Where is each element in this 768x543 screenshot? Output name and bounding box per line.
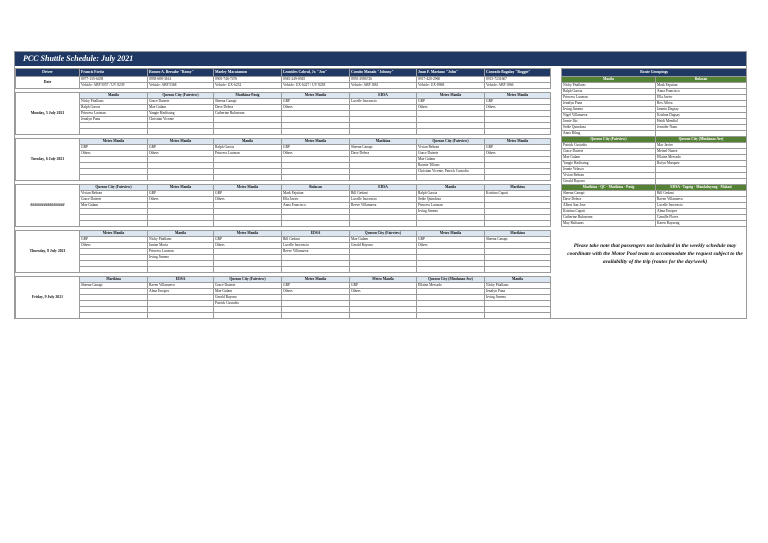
grouping-name: Dave Delera xyxy=(562,197,656,203)
driver-vehicle: Vehicle: UX-6227 / UV 8238 xyxy=(282,83,350,89)
passenger-name: Reeve Villanueva xyxy=(282,249,350,255)
passenger-name: Grace Duterte xyxy=(148,99,214,105)
grouping-name: Yangie Harlitaing xyxy=(562,161,656,167)
grouping-name: Camille Flores xyxy=(656,215,747,221)
passenger-name: Others xyxy=(485,151,551,157)
grouping-name: Jenalyn Puna xyxy=(562,101,656,107)
route-label: Metro Manila xyxy=(282,277,350,283)
date-header: Date xyxy=(16,77,80,89)
route-label: Metro Manila xyxy=(350,277,417,283)
passenger-name: Patrick Custodio xyxy=(214,301,282,307)
passenger-name: Jenalyn Puna xyxy=(485,289,551,295)
day-date: Tuesday, 6 July 2021 xyxy=(16,139,80,181)
route-groupings-title: Route Groupings xyxy=(562,69,747,77)
driver-vehicle: Vehicle: ABP 1861 xyxy=(350,83,417,89)
passenger-name: Others xyxy=(80,151,148,157)
passenger-name xyxy=(214,313,282,319)
passenger-name: Princess Lucman xyxy=(214,151,282,157)
passenger-name: Sheena Canapi xyxy=(214,99,282,105)
grouping-name: Mark Fajutian xyxy=(656,83,747,89)
route-label: Marikina-Pasig xyxy=(214,93,282,99)
passenger-name: Vivian Beltran xyxy=(417,145,485,151)
passenger-name: Others xyxy=(214,197,282,203)
passenger-name: Princess Lucman xyxy=(148,249,214,255)
driver-header: Driver xyxy=(16,69,80,77)
grouping-name: Ella Javier xyxy=(656,95,747,101)
passenger-name: Ronnie Tillano xyxy=(417,163,485,169)
passenger-name: Anna Francisco xyxy=(282,203,350,209)
passenger-name: Mae Gulam xyxy=(214,289,282,295)
driver-name: Comito Manalo "Johnny" xyxy=(350,69,417,77)
passenger-name: Ralph Garcia xyxy=(214,145,282,151)
passenger-name: Bill Gedani xyxy=(350,191,417,197)
passenger-name: Grace Duterte xyxy=(417,151,485,157)
route-label: Metro Manila xyxy=(148,185,214,191)
route-label: Metro Manila xyxy=(485,139,551,145)
passenger-name: Raven Villanueva xyxy=(148,283,214,289)
grouping-name: Alma Enciper xyxy=(656,209,747,215)
passenger-name: GRP xyxy=(80,237,148,243)
route-label: Quezon City (Fairview) xyxy=(148,93,214,99)
passenger-name: GRP xyxy=(282,145,350,151)
passenger-name: Sheena Canapi xyxy=(485,237,551,243)
grouping-subheader: Marikina - QC - Marikina - Pasig xyxy=(562,185,656,191)
route-label: Bulacan xyxy=(282,185,350,191)
grouping-name: Karen Bayaong xyxy=(656,221,747,227)
grouping-name: Patrick Custodio xyxy=(562,143,656,149)
route-label: Quezon City (Fairview) xyxy=(350,231,417,237)
passenger-name: GRP xyxy=(148,145,214,151)
route-groupings-table xyxy=(561,68,747,227)
driver-vehicle: Vehicle: UX-8968 xyxy=(417,83,485,89)
route-label: Metro Manila xyxy=(214,185,282,191)
driver-vehicle: Vehicle: ABP 1866 xyxy=(485,83,551,89)
passenger-name: Dave Delera xyxy=(350,151,417,157)
route-label: Manila xyxy=(80,93,148,99)
passenger-name xyxy=(282,313,350,319)
route-label: Marikina xyxy=(80,277,148,283)
passenger-name: GRP xyxy=(148,191,214,197)
passenger-name: Others xyxy=(148,197,214,203)
route-label: EDSA xyxy=(350,93,417,99)
passenger-name: Irving Jimeno xyxy=(148,255,214,261)
passenger-name: Others xyxy=(485,105,551,111)
route-label: Metro Manila xyxy=(80,139,148,145)
passenger-name: Grace Duterte xyxy=(214,283,282,289)
passenger-name: GRP xyxy=(214,191,282,197)
passenger-name: Ralph Garcia xyxy=(80,105,148,111)
passenger-name: GRP xyxy=(214,237,282,243)
grouping-name: Bill Gedani xyxy=(656,191,747,197)
driver-phone: 0917-420-2960 xyxy=(417,77,485,83)
route-label: Metro Manila xyxy=(485,93,551,99)
driver-vehicle: Vehicle: UX-6232 xyxy=(214,83,282,89)
day-date: Friday, 9 July 2021 xyxy=(16,277,80,319)
route-label: Marikina xyxy=(485,231,551,237)
day-date: ################## xyxy=(16,185,80,227)
passenger-name: Others xyxy=(148,151,214,157)
grouping-name: Jasmin Dagsay xyxy=(656,107,747,113)
passenger-name: Jenalyn Puna xyxy=(80,117,148,123)
passenger-name: Nicky Pitallano xyxy=(148,237,214,243)
passenger-name: Nicky Pitallano xyxy=(80,99,148,105)
day-date: Monday, 5 July 2021 xyxy=(16,93,80,135)
driver-name: Juan F. Mariano "John" xyxy=(417,69,485,77)
driver-phone: 0915-7231607 xyxy=(485,77,551,83)
passenger-name: Lucelle Inocencio xyxy=(350,197,417,203)
route-label: EDSA xyxy=(148,277,214,283)
passenger-name: Mark Fajutian xyxy=(282,191,350,197)
grouping-name: Sedie Quindoza xyxy=(562,125,656,131)
route-label: Metro Manila xyxy=(214,231,282,237)
passenger-name: Ralph Garcia xyxy=(417,191,485,197)
schedule-sheet xyxy=(14,51,747,319)
passenger-name: GRP xyxy=(282,283,350,289)
driver-name: Marley Macatamon xyxy=(214,69,282,77)
grouping-name: Mac Javier xyxy=(656,143,747,149)
passenger-name: Princess Lucman xyxy=(417,203,485,209)
passenger-name: Christian Vicente, Patrick Custodio xyxy=(417,169,485,175)
passenger-name: Bill Gedani xyxy=(282,237,350,243)
passenger-name: Kristina Capati xyxy=(485,191,551,197)
passenger-name: Others xyxy=(282,289,350,295)
grouping-name: Jeanie Velasco xyxy=(562,167,656,173)
driver-phone: 0977-135-6458 xyxy=(80,77,148,83)
passenger-name: Mae Gulam xyxy=(148,105,214,111)
passenger-name xyxy=(80,313,148,319)
grouping-subheader: Manila xyxy=(562,77,656,83)
route-label: Quezon City (Fairview) xyxy=(214,277,282,283)
passenger-name: GRP xyxy=(485,99,551,105)
grouping-name: Heidi Mendiol xyxy=(656,119,747,125)
grouping-name: May Balisaras xyxy=(562,221,656,227)
passenger-name: GRP xyxy=(417,99,485,105)
grouping-name: Mae Gulam xyxy=(562,155,656,161)
grouping-name: Albert San Jose xyxy=(562,203,656,209)
route-label: Metro Manila xyxy=(282,93,350,99)
passenger-name: Sheena Canapi xyxy=(350,145,417,151)
grouping-name: Krishna Dagsay xyxy=(656,113,747,119)
passenger-name xyxy=(148,313,214,319)
passenger-name: Irving Jimeno xyxy=(417,209,485,215)
grouping-subheader: Quezon City (Fairview) xyxy=(562,137,656,143)
grouping-name: Jomie Ilio xyxy=(562,119,656,125)
driver-name: Leonides Cabral, Jr. "Jon" xyxy=(282,69,350,77)
passenger-name: Others xyxy=(80,243,148,249)
passenger-name: Reeve Villanueva xyxy=(350,203,417,209)
grouping-name: Grace Duterte xyxy=(562,149,656,155)
grouping-name: Nicky Pitallano xyxy=(562,83,656,89)
passenger-name: Others xyxy=(417,243,485,249)
route-label: Quezon City (Fairview) xyxy=(417,139,485,145)
route-label: Quezon City (Mindanao Ave) xyxy=(417,277,485,283)
route-label: Marikina xyxy=(350,139,417,145)
grouping-name: Irving Jimeno xyxy=(562,107,656,113)
passenger-name xyxy=(485,313,551,319)
route-label: EDSA xyxy=(282,231,350,237)
grouping-name: Jennifer Nano xyxy=(656,125,747,131)
grouping-name: Catherine Buluseran xyxy=(562,215,656,221)
route-label: EDSA xyxy=(350,185,417,191)
grouping-name: Anna Bihag xyxy=(562,131,656,137)
route-label: Metro Manila xyxy=(80,231,148,237)
route-label: Quezon City (Fairview) xyxy=(80,185,148,191)
driver-phone: 0905-746-7476 xyxy=(214,77,282,83)
passenger-name xyxy=(350,313,417,319)
grouping-name: Lucelle Inocencio xyxy=(656,203,747,209)
passenger-name: Gerald Bayona xyxy=(214,295,282,301)
route-label: Metro Manila xyxy=(417,93,485,99)
route-label: Marikina xyxy=(485,185,551,191)
route-label: Metro Manila xyxy=(282,139,350,145)
grouping-name: Sheena Canapi xyxy=(562,191,656,197)
passenger-name: Others xyxy=(350,289,417,295)
passenger-name: Grace Duterte xyxy=(80,197,148,203)
route-label: Manila xyxy=(417,185,485,191)
grouping-name: Nigel Villanueva xyxy=(562,113,656,119)
passenger-name: GRP xyxy=(80,145,148,151)
grouping-subheader: Quezon City (Mindanao Ave) xyxy=(656,137,747,143)
grouping-name: Rex Allera xyxy=(656,101,747,107)
passenger-name: Ella Javier xyxy=(282,197,350,203)
passenger-name: Mae Gulam xyxy=(417,157,485,163)
passenger-name: Catherine Buluseran xyxy=(214,111,282,117)
passenger-name: Dave Delera xyxy=(214,105,282,111)
day-date: Thursday, 8 July 2021 xyxy=(16,231,80,273)
route-label: Manila xyxy=(485,277,551,283)
passenger-name xyxy=(417,313,485,319)
passenger-name: GRP xyxy=(417,237,485,243)
passenger-note: Please take note that passengers not included in the weekly schedule may coordinate with the Motor Pool team to accommodate the request subject to the availability of the trip (routes for the day/week) xyxy=(567,243,743,265)
passenger-name: GRP xyxy=(282,99,350,105)
driver-vehicle: Vehicle: ABP 5057 / UV 8239 xyxy=(80,83,148,89)
driver-name: Francis Fortiz xyxy=(80,69,148,77)
passenger-name: Others xyxy=(282,151,350,157)
grouping-name: Rofyn Marquez xyxy=(656,161,747,167)
driver-vehicle: Vehicle: ABP 5368 xyxy=(148,83,214,89)
passenger-name: Janine Morta xyxy=(148,243,214,249)
passenger-name: Others xyxy=(417,105,485,111)
grouping-name: Kristina Capati xyxy=(562,209,656,215)
grouping-name: Anna Francisco xyxy=(656,89,747,95)
grouping-name: Princess Lucman xyxy=(562,95,656,101)
passenger-name: Lucelle Inocencio xyxy=(350,99,417,105)
grouping-name: Meinel Nunez xyxy=(656,149,747,155)
sheet-title: PCC Shuttle Schedule: July 2021 xyxy=(15,52,746,66)
route-label: Manila xyxy=(214,139,282,145)
passenger-name: Mae Gulam xyxy=(350,237,417,243)
grouping-name: Vivian Beltran xyxy=(562,173,656,179)
passenger-name: Mae Gulam xyxy=(80,203,148,209)
grouping-name: Gerald Bayona xyxy=(562,179,656,185)
passenger-name: Yangie Harlitaing xyxy=(148,111,214,117)
passenger-name: Sedie Quindoza xyxy=(417,197,485,203)
passenger-name: Christian Vicente xyxy=(148,117,214,123)
passenger-name: Irving Jimeno xyxy=(485,295,551,301)
passenger-name: Nicky Pitallano xyxy=(485,283,551,289)
passenger-name: Vivian Beltran xyxy=(80,191,148,197)
passenger-name: GRP xyxy=(350,283,417,289)
driver-name: Conrado Bagalay "Boggie" xyxy=(485,69,551,77)
driver-phone: 0945-249-0945 xyxy=(282,77,350,83)
grouping-name: Ellaine Mercado xyxy=(656,155,747,161)
route-label: Metro Manila xyxy=(417,231,485,237)
grouping-subheader: EDSA - Taguig - Mandaluyong - Makati xyxy=(656,185,747,191)
driver-phone: 0958-688-3614 xyxy=(148,77,214,83)
passenger-name: Lucelle Inocencio xyxy=(282,243,350,249)
grouping-name: Ralph Garcia xyxy=(562,89,656,95)
route-label: Manila xyxy=(148,231,214,237)
grouping-name: Raven Villanueva xyxy=(656,197,747,203)
passenger-name: Sheena Canapi xyxy=(80,283,148,289)
passenger-name: GRP xyxy=(485,145,551,151)
route-label: Metro Manila xyxy=(148,139,214,145)
passenger-name: Others xyxy=(282,105,350,111)
passenger-name: Alma Enciper xyxy=(148,289,214,295)
schedule-grid xyxy=(15,68,551,319)
grouping-subheader: Bulacan xyxy=(656,77,747,83)
passenger-name: Others xyxy=(214,243,282,249)
driver-name: Romeo A. Bersabe "Romy" xyxy=(148,69,214,77)
driver-phone: 0955-2986726 xyxy=(350,77,417,83)
passenger-name: Princess Lucman xyxy=(80,111,148,117)
passenger-name: Gerald Bayona xyxy=(350,243,417,249)
passenger-name: Ellaine Mercado xyxy=(417,283,485,289)
